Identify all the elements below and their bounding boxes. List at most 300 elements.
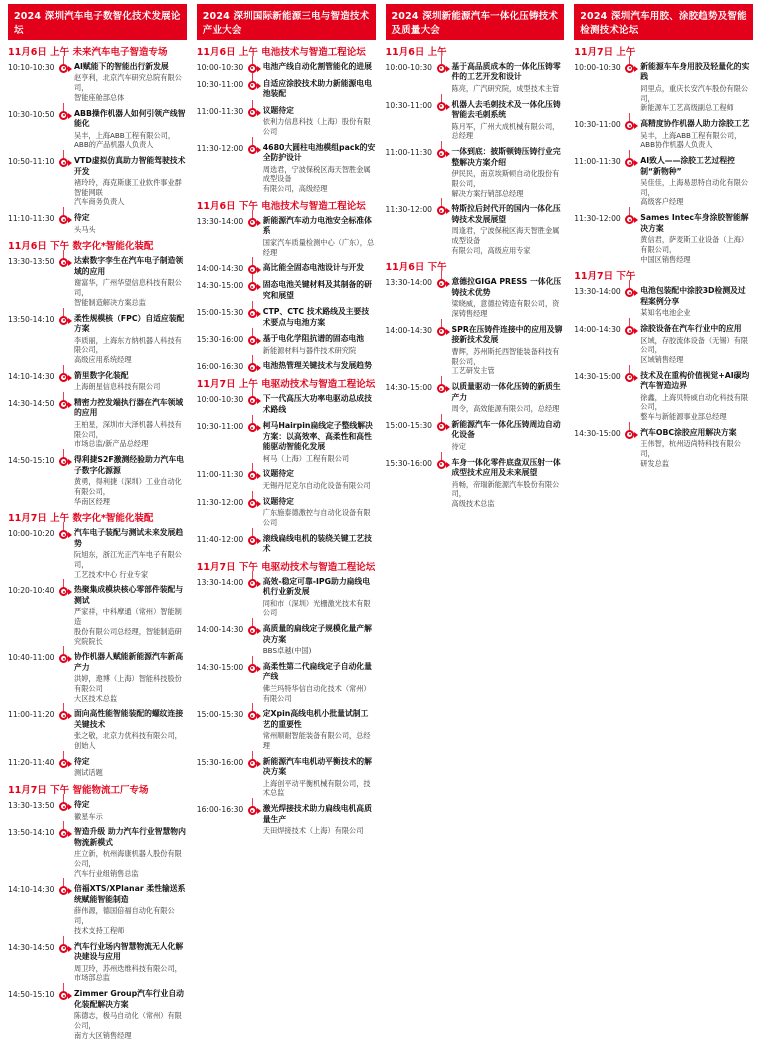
forum-title: 2024 深圳新能源汽车一体化压铸技术及质量大会	[386, 4, 565, 40]
session-speaker	[263, 684, 376, 703]
timeline-arrow-icon	[257, 110, 261, 116]
session-item[interactable]	[8, 942, 187, 983]
session-time: 11:00-11:30	[385, 148, 433, 158]
speaker-line: 某知名电池企业	[640, 308, 691, 318]
session-item[interactable]	[197, 469, 376, 490]
timeline-arrow-icon	[68, 318, 72, 324]
timeline-dot-icon	[59, 373, 68, 382]
session-body	[259, 804, 376, 836]
session-item[interactable]	[8, 827, 187, 878]
session-body	[70, 213, 187, 234]
session-topic: 滚线扁线电机的装绕关键工艺技术	[262, 533, 372, 554]
speaker-line: 依利力信息科技（上海）股份有限公司	[262, 117, 371, 136]
session-topic: 待定	[74, 800, 90, 810]
session-item[interactable]	[197, 577, 376, 618]
session-time: 11:20-11:40	[8, 757, 55, 767]
session-topic: 议题待定	[262, 496, 294, 506]
session-item[interactable]	[386, 100, 565, 141]
timeline-dot-icon	[437, 64, 446, 73]
session-body	[636, 371, 753, 422]
session-body	[259, 577, 376, 618]
session-topic: 电池包装配中涂胶3D检测及过程案例分享	[640, 286, 746, 306]
session-time: 10:30-11:00	[196, 422, 244, 432]
session-body	[70, 455, 187, 506]
timeline-arrow-icon	[634, 328, 638, 334]
session-item[interactable]	[386, 204, 565, 255]
timeline-dot-icon	[248, 536, 257, 545]
timeline-dot-icon	[59, 587, 68, 596]
session-topic: 意德拉GIGA PRESS 一体化压铸技术优势	[451, 277, 562, 297]
session-body	[448, 147, 565, 198]
timeline-dot-icon	[248, 499, 257, 508]
session-item[interactable]	[574, 371, 753, 422]
session-item[interactable]	[8, 528, 187, 579]
session-speaker	[640, 393, 753, 422]
session-speaker	[640, 308, 753, 318]
speaker-line: 解决方案行销部总经理	[451, 188, 524, 198]
session-body	[259, 280, 376, 301]
session-speaker	[263, 646, 376, 656]
session-item[interactable]	[386, 147, 565, 198]
session-body	[259, 497, 376, 528]
session-day-header: 11月7日 下午	[574, 271, 636, 283]
session-item[interactable]	[197, 263, 376, 274]
speaker-line: 伊民民，南京埃斯顿自动化股份有限公司，	[451, 169, 560, 188]
session-item[interactable]	[197, 804, 376, 836]
timeline-dot-icon	[59, 457, 68, 466]
session-timeline	[197, 577, 376, 836]
session-speaker	[74, 964, 187, 983]
speaker-line: 徐鑫，上海贝特威自动化科技有限公司，	[640, 392, 749, 412]
session-item[interactable]	[197, 421, 376, 463]
speaker-line: 汽车商务负责人	[74, 197, 125, 207]
session-time: 11:00-11:30	[196, 106, 244, 116]
speaker-line: 洪婷，遨博（上海）智能科技股份有限公司	[74, 674, 182, 694]
speaker-line: 工艺研发主管	[451, 366, 495, 376]
session-item[interactable]	[197, 497, 376, 528]
session-time: 14:50-15:10	[8, 990, 55, 1000]
session-time: 10:20-10:40	[8, 586, 55, 596]
session-speaker	[263, 826, 376, 836]
session-day-header: 11月7日 下午 智能物流工厂专场	[8, 785, 149, 797]
session-item[interactable]	[197, 334, 376, 355]
session-item[interactable]	[8, 989, 187, 1040]
timeline-arrow-icon	[257, 365, 261, 371]
session-body	[448, 204, 565, 255]
timeline-arrow-icon	[257, 666, 261, 672]
timeline-arrow-icon	[257, 581, 261, 587]
session-time: 14:00-14:30	[196, 264, 244, 274]
session-body	[259, 469, 376, 490]
session-body	[70, 528, 187, 579]
session-topic: 达索数字孪生在汽车电子制造领域的应用	[74, 256, 184, 276]
session-time: 13:30-14:00	[574, 287, 621, 297]
session-topic: 定Xpin高线电机小批量试制工艺的重要性	[262, 709, 369, 729]
session-item[interactable]	[197, 709, 376, 750]
session-body	[70, 109, 187, 150]
timeline-arrow-icon	[68, 113, 72, 119]
session-item[interactable]	[8, 62, 187, 103]
timeline-dot-icon	[248, 81, 257, 90]
timeline-arrow-icon	[257, 83, 261, 89]
session-time: 10:00-10:30	[196, 62, 244, 72]
session-time: 10:30-11:00	[196, 79, 244, 89]
speaker-line: 智能制造解决方案总监	[74, 297, 146, 307]
timeline-dot-icon	[59, 886, 68, 895]
timeline-arrow-icon	[68, 804, 72, 810]
session-speaker	[74, 731, 187, 750]
timeline-arrow-icon	[68, 260, 72, 266]
session-topic: 技术及在重构价值视觉+AI碳均汽车智造边界	[640, 370, 750, 391]
session-speaker	[74, 812, 187, 822]
session-item[interactable]	[197, 216, 376, 257]
session-body	[259, 334, 376, 355]
session-speaker	[74, 278, 187, 307]
timeline-dot-icon	[437, 279, 446, 288]
timeline-arrow-icon	[68, 160, 72, 166]
session-speaker	[263, 238, 376, 257]
timeline-dot-icon	[248, 759, 257, 768]
timeline-arrow-icon	[634, 290, 638, 296]
session-item[interactable]	[574, 324, 753, 365]
speaker-line: 测试话题	[74, 768, 103, 778]
timeline-dot-icon	[59, 654, 68, 663]
session-speaker	[640, 178, 753, 207]
session-topic: Sames Intec车身涂胶智能解决方案	[640, 213, 749, 233]
session-item[interactable]	[197, 624, 376, 656]
timeline-arrow-icon	[634, 375, 638, 381]
timeline-arrow-icon	[68, 993, 72, 999]
timeline-dot-icon	[248, 309, 257, 318]
timeline-arrow-icon	[257, 311, 261, 317]
session-item[interactable]	[574, 213, 753, 264]
session-topic: 精密力控发端执行器在汽车领域的应用	[74, 397, 184, 418]
session-speaker	[74, 906, 187, 935]
session-time: 14:50-15:10	[8, 456, 55, 466]
session-speaker	[640, 235, 753, 264]
session-item[interactable]	[8, 709, 187, 750]
session-item[interactable]	[8, 213, 187, 234]
timeline-dot-icon	[59, 991, 68, 1000]
timeline-arrow-icon	[634, 432, 638, 438]
session-item[interactable]	[386, 277, 565, 318]
session-speaker	[452, 442, 565, 452]
session-time: 13:50-14:10	[8, 828, 55, 838]
session-topic: 基于电化学阻抗谱的固态电池	[262, 334, 365, 344]
session-item[interactable]	[8, 398, 187, 449]
session-time: 14:10-14:30	[8, 885, 55, 895]
timeline-arrow-icon	[257, 398, 261, 404]
timeline-arrow-icon	[257, 338, 261, 344]
speaker-line: 高级客户经理	[640, 197, 684, 207]
session-timeline	[386, 62, 565, 256]
session-item[interactable]	[197, 394, 376, 415]
speaker-line: 区域销售经理	[640, 354, 684, 364]
speaker-line: 张之敬，北京力优科技有限公司，创始人	[74, 731, 182, 751]
session-body	[70, 800, 187, 821]
session-item[interactable]	[8, 455, 187, 506]
session-time: 10:00-10:30	[385, 62, 433, 72]
session-topic: 面向高性能智能装配的螺纹连接关键技术	[74, 709, 184, 729]
session-time: 10:40-11:00	[8, 653, 55, 663]
session-topic: 机器人去毛刺技术及一体化压铸智能去毛刺系统	[451, 99, 561, 120]
timeline-dot-icon	[248, 664, 257, 673]
timeline-dot-icon	[248, 806, 257, 815]
session-timeline	[8, 528, 187, 778]
session-speaker	[452, 84, 565, 94]
session-item[interactable]	[574, 62, 753, 113]
speaker-line: 黄信君，萨麦斯工业设备（上海）有限公司，	[640, 235, 749, 254]
session-time: 10:50-11:10	[8, 157, 55, 167]
timeline-arrow-icon	[257, 66, 261, 72]
speaker-line: 整车与新能源事业部总经理	[640, 412, 727, 422]
session-time: 15:30-16:00	[385, 458, 433, 468]
session-topic: 汽车电子装配与测试未来发展趋势	[74, 528, 184, 548]
session-item[interactable]	[197, 280, 376, 301]
timeline-dot-icon	[248, 336, 257, 345]
session-item[interactable]	[574, 119, 753, 150]
timeline-dot-icon	[248, 218, 257, 227]
session-timeline	[8, 800, 187, 1040]
session-speaker	[640, 439, 753, 468]
session-body	[70, 371, 187, 392]
session-topic: 柯马Hairpin扁线定子整线解决方案：以高效率、高柔性和高性能驱动智能化发展	[262, 421, 373, 452]
timeline-dot-icon	[625, 158, 634, 167]
speaker-line: 国家汽车质量检测中心（广东），总经理	[262, 237, 375, 257]
timeline-arrow-icon	[446, 329, 450, 335]
timeline-dot-icon	[625, 326, 634, 335]
speaker-line: 薛伟源，德国倍福自动化有限公司，	[74, 906, 175, 926]
timeline-dot-icon	[248, 423, 257, 432]
timeline-dot-icon	[625, 373, 634, 382]
speaker-line: 高级应用系统经理	[74, 354, 132, 364]
speaker-line: 吴佳佳，上海易思特自动化有限公司，	[640, 178, 749, 197]
session-topic: VTD虚拟仿真助力智能驾驶技术开发	[74, 156, 186, 176]
session-body	[70, 942, 187, 983]
session-item[interactable]	[574, 156, 753, 207]
timeline-dot-icon	[248, 579, 257, 588]
session-item[interactable]	[386, 458, 565, 509]
session-time: 13:30-14:00	[385, 278, 433, 288]
session-item[interactable]	[386, 420, 565, 452]
timeline-arrow-icon	[446, 151, 450, 157]
speaker-line: 同和市（深圳）光栅激光技术有限公司	[262, 598, 371, 618]
session-item[interactable]	[8, 156, 187, 207]
session-speaker	[263, 454, 376, 464]
session-body	[636, 62, 753, 113]
timeline-arrow-icon	[257, 267, 261, 273]
session-topic: 待定	[74, 756, 90, 766]
speaker-line: 工艺技术中心 行业专家	[74, 569, 149, 579]
timeline-dot-icon	[248, 626, 257, 635]
session-topic: 热聚集成模块核心零部件装配与测试	[74, 585, 184, 605]
speaker-line: 梁晓威，意德拉铸造有限公司，资深铸售经理	[451, 299, 560, 319]
speaker-line: 广东施泰德激控与自动化设备有限公司	[262, 508, 371, 527]
session-time: 11:40-12:00	[196, 534, 244, 544]
session-body	[636, 213, 753, 264]
session-speaker	[452, 299, 565, 318]
session-body	[70, 709, 187, 750]
session-speaker	[263, 346, 376, 356]
session-topic: 自适应涂胶技术助力新能源电电池装配	[262, 78, 372, 99]
session-day-header: 11月6日 下午	[385, 262, 447, 274]
session-topic: 一体到底：披斯顿铸压铸行业完整解决方案介绍	[451, 147, 561, 167]
session-body	[70, 585, 187, 646]
forum-column	[382, 4, 569, 1046]
timeline-dot-icon	[437, 206, 446, 215]
timeline-dot-icon	[625, 215, 634, 224]
session-topic: SPR在压铸件连接中的应用及铆接新技术发展	[451, 324, 563, 345]
session-timeline	[8, 256, 187, 506]
session-speaker	[263, 599, 376, 618]
session-speaker	[263, 117, 376, 136]
session-item[interactable]	[8, 109, 187, 150]
session-item[interactable]	[197, 361, 376, 372]
session-body	[70, 827, 187, 878]
timeline-dot-icon	[59, 711, 68, 720]
session-item[interactable]	[197, 62, 376, 73]
speaker-line: 有限公司，高级应用专家	[451, 245, 531, 255]
session-time: 11:10-11:30	[8, 214, 55, 224]
forum-title: 2024 深圳国际新能源三电与智造技术产业大会	[197, 4, 376, 40]
session-body	[70, 156, 187, 207]
session-topic: CTP、CTC 技术路线及主要技术要点与电池方案	[262, 307, 370, 327]
forum-title: 2024 深圳汽车电子数智化技术发展论坛	[8, 4, 187, 40]
session-item[interactable]	[197, 307, 376, 328]
session-day-header: 11月7日 上午 电驱动技术与智造工程论坛	[196, 379, 376, 391]
session-item[interactable]	[8, 371, 187, 392]
session-speaker	[74, 550, 187, 579]
session-speaker	[263, 779, 376, 798]
session-topic: 议题待定	[262, 469, 294, 479]
timeline-dot-icon	[248, 265, 257, 274]
session-item[interactable]	[8, 256, 187, 307]
timeline-dot-icon	[248, 282, 257, 291]
session-item[interactable]	[197, 662, 376, 703]
session-topic: 智造升级 助力汽车行业智慧物内物流新模式	[74, 827, 186, 847]
session-topic: Zimmer Group汽车行业自动化装配解决方案	[74, 989, 184, 1009]
session-item[interactable]	[197, 143, 376, 194]
session-topic: AI致人——涂胶工艺过程控制“新物种”	[640, 156, 735, 176]
session-item[interactable]	[197, 106, 376, 137]
session-speaker	[263, 165, 376, 194]
session-item[interactable]	[386, 325, 565, 376]
session-item[interactable]	[8, 757, 187, 778]
session-speaker	[263, 508, 376, 527]
timeline-arrow-icon	[446, 281, 450, 287]
session-speaker	[640, 131, 753, 150]
session-item[interactable]	[386, 382, 565, 414]
speaker-line: 汽车行业组销售总监	[74, 868, 139, 878]
timeline-dot-icon	[59, 802, 68, 811]
speaker-line: 上海创平动平衡机械有限公司，技术总监	[262, 778, 371, 798]
session-speaker	[452, 169, 565, 198]
speaker-line: 谢富华，广州华望信息科技有限公司，	[74, 278, 182, 298]
timeline-arrow-icon	[634, 217, 638, 223]
timeline-arrow-icon	[446, 104, 450, 110]
session-topic: 电池产线自动化割管能化的进展	[262, 61, 372, 71]
timeline-arrow-icon	[68, 459, 72, 465]
session-time: 10:30-11:00	[385, 100, 433, 110]
timeline-arrow-icon	[68, 66, 72, 72]
session-time: 14:30-15:00	[385, 383, 433, 392]
timeline-dot-icon	[59, 829, 68, 838]
timeline-arrow-icon	[257, 284, 261, 290]
session-day-header: 11月6日 下午 数字化*智能化装配	[8, 241, 154, 253]
session-time: 14:30-14:50	[8, 942, 55, 952]
speaker-line: 市场总监/新产品总经理	[74, 439, 149, 449]
session-item[interactable]	[8, 314, 187, 365]
session-body	[70, 757, 187, 778]
session-body	[448, 62, 565, 94]
speaker-line: 待定	[451, 441, 466, 451]
timeline-arrow-icon	[68, 532, 72, 538]
timeline-arrow-icon	[257, 538, 261, 544]
session-day-header: 11月6日 下午 电池技术与智造工程论坛	[196, 200, 366, 212]
session-topic: 车身一体化零件底盘双压射一体成型技术应用及未来展望	[451, 457, 561, 478]
speaker-line: 徽星车示	[74, 811, 103, 821]
speaker-line: 陈亮，广汽研究院，成型技术主管	[451, 83, 560, 93]
session-body	[259, 216, 376, 257]
timeline-arrow-icon	[68, 888, 72, 894]
speaker-line: 上海朗星信息科技有限公司	[74, 382, 161, 392]
session-speaker	[452, 480, 565, 509]
session-item[interactable]	[8, 585, 187, 646]
session-item[interactable]	[197, 757, 376, 798]
speaker-line: 智能座舱部总体	[74, 92, 125, 102]
session-item[interactable]	[8, 652, 187, 703]
session-item[interactable]	[197, 534, 376, 555]
session-item[interactable]	[386, 62, 565, 94]
session-speaker	[452, 404, 565, 414]
timeline-arrow-icon	[257, 713, 261, 719]
speaker-line: 吴丰，上海ABB工程有限公司，	[74, 130, 176, 140]
session-body	[70, 314, 187, 365]
timeline-arrow-icon	[68, 402, 72, 408]
session-body	[448, 420, 565, 452]
session-time: 13:30-14:00	[196, 577, 244, 587]
session-topic: 新能源汽车电机动平衡技术的解决方案	[262, 756, 372, 777]
session-topic: AI赋能下的智能出行新发展	[74, 61, 169, 71]
session-speaker	[263, 731, 376, 750]
session-item[interactable]	[574, 286, 753, 318]
speaker-line: 新能源材料与器件技术研究院	[262, 345, 357, 355]
session-topic: 箭里数字化装配	[74, 370, 129, 380]
session-item[interactable]	[197, 79, 376, 100]
session-time: 13:50-14:10	[8, 314, 55, 324]
timeline-arrow-icon	[68, 375, 72, 381]
speaker-line: BBS卓越(中国)	[262, 646, 312, 656]
session-item[interactable]	[574, 428, 753, 469]
session-item[interactable]	[8, 800, 187, 821]
session-time: 15:00-15:30	[196, 308, 244, 318]
session-body	[70, 398, 187, 449]
session-item[interactable]	[8, 884, 187, 935]
session-speaker	[452, 226, 565, 255]
speaker-line: 研发总监	[640, 458, 670, 468]
speaker-line: 同里点，重庆长安汽车股份有限公司，	[640, 83, 749, 103]
session-time: 14:30-15:00	[196, 281, 244, 291]
timeline-arrow-icon	[446, 386, 450, 392]
speaker-line: 佛兰玛特华信自动化技术（常州）有限公司	[262, 683, 371, 703]
session-body	[259, 361, 376, 372]
session-time: 10:00-10:20	[8, 529, 55, 539]
timeline-dot-icon	[437, 102, 446, 111]
forum-column	[570, 4, 757, 1046]
timeline-dot-icon	[437, 149, 446, 158]
speaker-line: 周选君，宁波保税区海天智胜金属成型设备	[262, 164, 371, 184]
session-body	[448, 458, 565, 509]
